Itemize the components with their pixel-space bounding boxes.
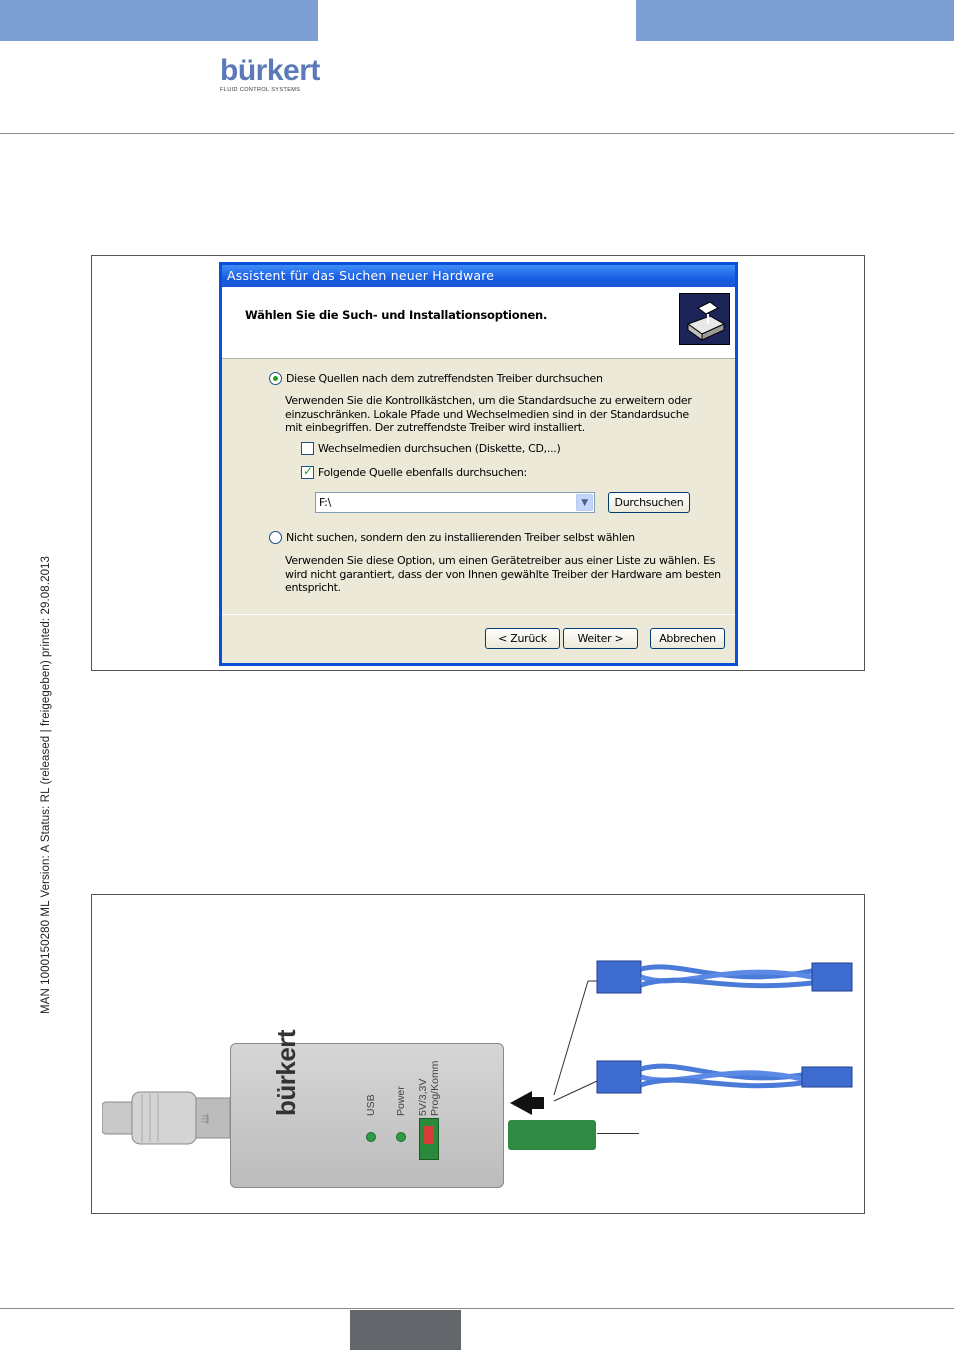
location-combobox[interactable]: [315, 492, 595, 513]
browse-button[interactable]: Durchsuchen: [608, 492, 690, 513]
search-sources-radio[interactable]: [269, 372, 282, 385]
connector-cables-icon: [502, 957, 862, 1117]
manual-driver-description: Verwenden Sie diese Option, um einen Gerätetreiber aus einer Liste zu wählen. Es wird nicht garantiert, dass der von Ihnen gewählte Treiber der Hardware am besten entspricht.: [285, 554, 721, 594]
power-led-label: Power: [395, 1086, 407, 1116]
dialog-header: [222, 287, 735, 359]
device-brand: bürkert: [271, 1029, 301, 1116]
dialog-button-divider: [222, 614, 735, 615]
header-bar-right: [636, 0, 954, 41]
figure-wizard-screenshot: [91, 255, 865, 671]
voltage-mode-switch: [419, 1118, 439, 1160]
header-bar-left: [0, 0, 318, 41]
footer-divider: [0, 1308, 954, 1309]
search-sources-description: Verwenden Sie die Kontrollkästchen, um die Standardsuche zu erweitern oder einzuschränken. Lokale Pfade und Wechselmedien sind in der Standardsuche mit einbegriffen. Der zutreffendste Treiber wird installiert.: [285, 394, 692, 434]
dialog-body: [222, 359, 735, 659]
usb-interface-device: [230, 1029, 504, 1188]
hardware-wizard-icon: [679, 293, 730, 345]
voltage-switch-label-2: Prog/Komm: [429, 1060, 441, 1116]
wizard-dialog: [219, 262, 738, 666]
voltage-switch-label-1: 5V/3,3V: [417, 1078, 429, 1116]
next-button[interactable]: Weiter >: [563, 628, 638, 649]
brand-tagline: FLUID CONTROL SYSTEMS: [220, 87, 301, 93]
back-button[interactable]: < Zurück: [485, 628, 560, 649]
dialog-heading: Wählen Sie die Such- und Installationsoptionen.: [245, 308, 548, 322]
document-status-note: MAN 1000150280 ML Version: A Status: RL (released | freigegeben) printed: 29.08.2013: [40, 555, 52, 1014]
chevron-down-icon[interactable]: ▼: [576, 494, 593, 511]
svg-text:⇶: ⇶: [201, 1114, 210, 1125]
search-sources-label[interactable]: Diese Quellen nach dem zutreffendsten Treiber durchsuchen: [286, 372, 603, 385]
footer-page-tab: [350, 1310, 461, 1350]
usb-plug-icon: [102, 1088, 230, 1148]
removable-media-checkbox[interactable]: [301, 442, 314, 455]
green-connector: [508, 1120, 596, 1150]
brand-name: bürkert: [220, 54, 320, 87]
cancel-button[interactable]: Abbrechen: [650, 628, 725, 649]
connector-leader-line: [597, 1133, 639, 1134]
dialog-title: Assistent für das Suchen neuer Hardware: [222, 265, 735, 287]
header-divider: [0, 133, 954, 134]
figure-usb-interface: [91, 894, 865, 1214]
manual-driver-radio[interactable]: [269, 531, 282, 544]
location-checkbox[interactable]: [301, 466, 314, 479]
brand-logo: [220, 56, 320, 96]
removable-media-label[interactable]: Wechselmedien durchsuchen (Diskette, CD,...): [318, 442, 561, 455]
usb-led-icon: [366, 1132, 376, 1142]
location-checkbox-label[interactable]: Folgende Quelle ebenfalls durchsuchen:: [318, 466, 527, 479]
usb-led-label: USB: [365, 1094, 377, 1116]
location-value: F:\: [319, 496, 331, 509]
manual-driver-label[interactable]: Nicht suchen, sondern den zu installierenden Treiber selbst wählen: [286, 531, 635, 544]
power-led-icon: [396, 1132, 406, 1142]
